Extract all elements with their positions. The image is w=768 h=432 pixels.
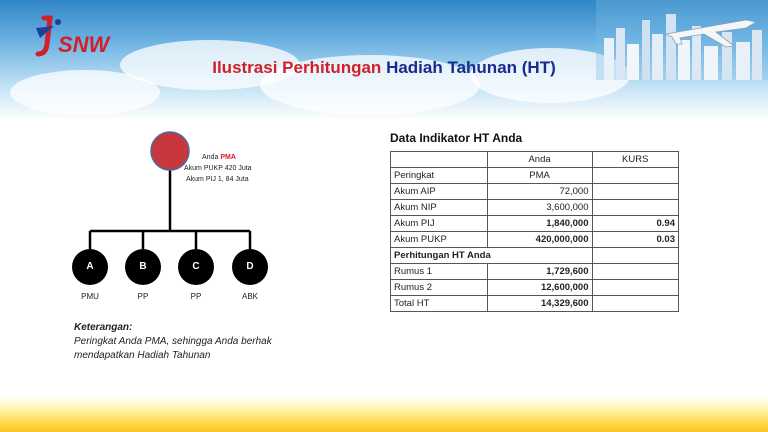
svg-text:SNW: SNW <box>58 32 110 57</box>
row-value: 1,840,000 <box>487 216 592 232</box>
top-node-label-line3: Akum PIJ 1, 84 Juta <box>186 176 249 183</box>
row-kurs <box>592 200 679 216</box>
table-row <box>391 168 679 184</box>
row-kurs: 0.03 <box>592 232 679 248</box>
title-part1: Ilustrasi Perhitungan <box>212 58 382 77</box>
row-value: 72,000 <box>487 184 592 200</box>
snw-logo <box>34 14 114 64</box>
section-label: Perhitungan HT Anda <box>391 248 593 264</box>
table-title: Data Indikator HT Anda <box>390 131 523 145</box>
row-label: Akum PUKP <box>391 232 488 248</box>
row-value: 420,000,000 <box>487 232 592 248</box>
calc-value: 1,729,600 <box>487 264 592 280</box>
top-node-label-line1: Anda PMA <box>202 154 236 161</box>
row-kurs <box>592 168 679 184</box>
calc-label: Rumus 2 <box>391 280 488 296</box>
table-row <box>391 184 679 200</box>
table-row <box>391 216 679 232</box>
table-row <box>391 280 679 296</box>
header-kurs: KURS <box>592 152 679 168</box>
section-row <box>391 248 679 264</box>
table-row <box>391 296 679 312</box>
keterangan-line2: mendapatkan Hadiah Tahunan <box>74 350 211 361</box>
node-c-letter: C <box>192 261 200 272</box>
keterangan-title: Keterangan: <box>74 322 133 333</box>
table-row <box>391 200 679 216</box>
row-kurs: 0.94 <box>592 216 679 232</box>
keterangan-note <box>74 321 334 363</box>
calc-label: Total HT <box>391 296 488 312</box>
top-node-label-line2: Akum PUKP 420 Juta <box>184 165 252 172</box>
calc-value: 14,329,600 <box>487 296 592 312</box>
row-value: 3,600,000 <box>487 200 592 216</box>
table-row <box>391 232 679 248</box>
table-row <box>391 264 679 280</box>
table-header-row <box>391 152 679 168</box>
node-d-letter: D <box>246 261 254 272</box>
calc-label: Rumus 1 <box>391 264 488 280</box>
node-b-rank: PP <box>137 292 149 301</box>
network-tree-diagram <box>60 125 320 315</box>
row-label: Akum NIP <box>391 200 488 216</box>
keterangan-line1: Peringkat Anda PMA, sehingga Anda berhak <box>74 336 272 347</box>
calc-value: 12,600,000 <box>487 280 592 296</box>
row-label: Peringkat <box>391 168 488 184</box>
header-anda: Anda <box>487 152 592 168</box>
node-d-rank: ABK <box>241 292 258 301</box>
node-a-letter: A <box>86 261 94 272</box>
node-b-letter: B <box>139 261 147 272</box>
node-c-rank: PP <box>190 292 202 301</box>
row-value: PMA <box>487 168 592 184</box>
top-node-rank: PMA <box>220 154 236 161</box>
title-part2: Hadiah Tahunan (HT) <box>386 58 556 77</box>
node-a-rank: PMU <box>81 292 99 301</box>
page-title <box>0 58 768 78</box>
row-kurs <box>592 184 679 200</box>
ht-indicator-table <box>390 151 679 312</box>
footer-band <box>0 396 768 432</box>
row-label: Akum AIP <box>391 184 488 200</box>
row-label: Akum PIJ <box>391 216 488 232</box>
tree-connectors <box>60 125 320 315</box>
